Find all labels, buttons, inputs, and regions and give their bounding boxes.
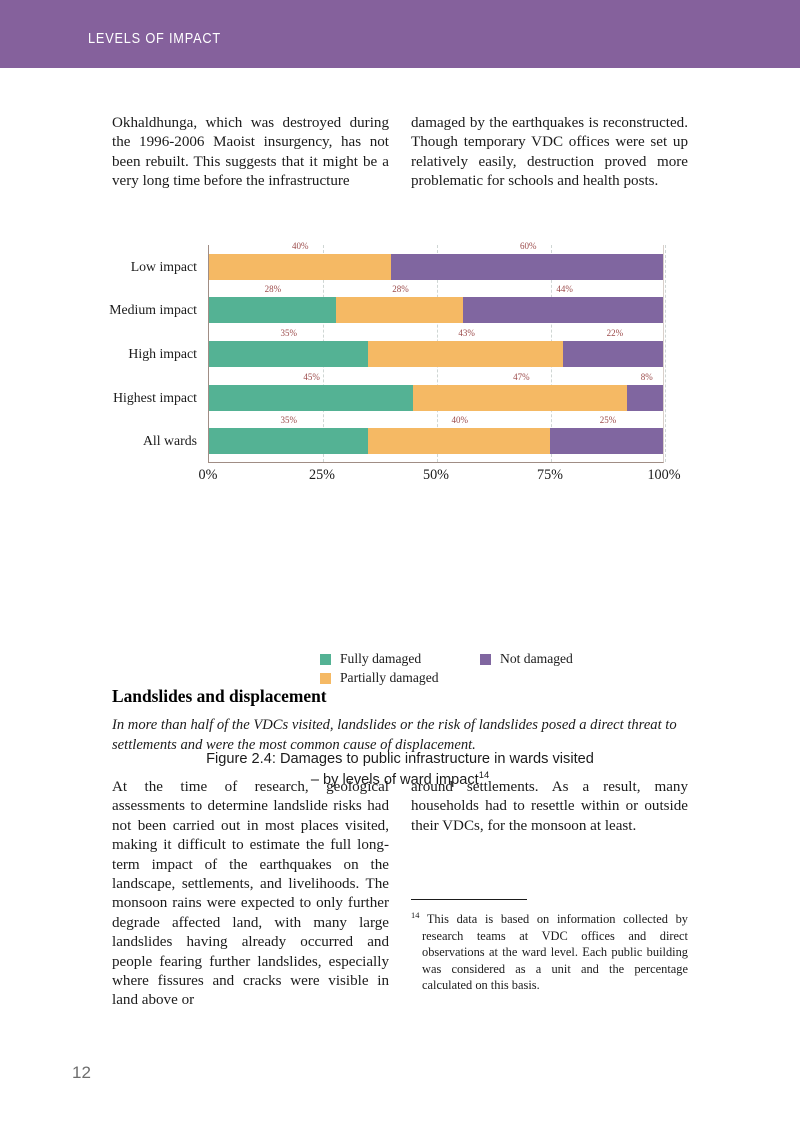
footnote-text	[411, 911, 688, 994]
top-body-columns	[112, 114, 688, 192]
page-header-band	[0, 0, 800, 68]
chart-category-label: High impact	[128, 346, 197, 361]
bottom-left-paragraph: At the time of research, geological assessments to determine landslide risks had not been carried out in most places visited, making it difficult to estimate the full long-term impact of the earthquakes on the landscape, settlements, and livelihoods. The monsoon rains were expected to only further degrade affected land, with many large landslides having already occurred and people fearing further landslides, especially where fissures and cracks were visible in land above or	[112, 779, 389, 1009]
chart-data-label: 28%	[264, 284, 282, 295]
chart-legend	[320, 651, 650, 689]
chart-data-label: 40%	[451, 415, 469, 426]
legend-row-2	[320, 670, 650, 689]
page-number: 12	[72, 1063, 91, 1082]
chart-bar	[209, 385, 663, 411]
legend-label-fully-damaged: Fully damaged	[340, 651, 422, 666]
chart-data-label: 8%	[640, 371, 653, 382]
chart-x-tick-label: 25%	[308, 467, 336, 483]
chart-x-tick-label: 0%	[198, 467, 218, 483]
top-right-column	[411, 114, 688, 192]
chart-bar-segment	[627, 385, 663, 411]
chart-data-label: 44%	[556, 284, 573, 295]
top-left-column	[112, 114, 389, 192]
chart-data-label: 35%	[280, 415, 298, 426]
chart-bar-segment	[413, 385, 626, 411]
chart-data-label: 40%	[291, 240, 309, 251]
chart-plot-area	[109, 240, 664, 463]
footnote-marker: 14	[411, 910, 420, 920]
chart-data-label: 60%	[519, 240, 537, 251]
top-left-paragraph: Okhaldhunga, which was destroyed during the 1996-2006 Maoist insurgency, has not been rebuilt. This suggests that it might be a very long time before the infrastructure	[112, 115, 389, 190]
chart-gridline	[665, 245, 666, 462]
figure-caption-line-1: Figure 2.4: Damages to public infrastructure in wards visited	[206, 751, 594, 767]
chart-x-tick-label: 50%	[422, 467, 450, 483]
bottom-right-paragraph: around settlements. As a result, many households had to resettle within or outside their VDCs, for the monsoon at least.	[411, 779, 688, 834]
chart-data-label: 47%	[513, 371, 530, 382]
chart-bar-segment	[209, 297, 336, 323]
footnote-body: This data is based on information collected by research teams at VDC offices and direct observations at the ward level. Each public building was considered as a unit and the percentage calculated on this basis.	[419, 912, 688, 993]
chart-data-label: 35%	[280, 328, 298, 338]
chart-data-label: 45%	[303, 371, 320, 382]
page-content	[0, 68, 800, 1131]
legend-row-1	[320, 651, 650, 670]
chart-bar-segment	[209, 254, 391, 280]
legend-item-partially-damaged	[320, 670, 480, 686]
legend-item-not-damaged	[480, 651, 573, 667]
chart-bar-segment	[209, 428, 368, 454]
chart-bar-segment	[563, 341, 663, 367]
legend-item-fully-damaged	[320, 651, 480, 667]
chart-bar-segment	[209, 341, 368, 367]
legend-swatch-not-damaged-icon	[480, 654, 491, 665]
chart-category-label: Medium impact	[109, 302, 197, 318]
legend-swatch-partially-damaged-icon	[320, 673, 331, 684]
figure-caption-line-2: – by levels of ward impact	[310, 772, 479, 788]
chart-bar-segment	[368, 341, 563, 367]
chart-bar-segment	[550, 428, 664, 454]
chart-x-tick-label: 75%	[536, 467, 564, 483]
stacked-bar-chart	[109, 233, 688, 493]
section-heading: Landslides and displacement	[112, 686, 327, 706]
chart-data-label: 28%	[392, 284, 409, 295]
bottom-left-column	[112, 778, 389, 1011]
figure-caption-footnote-marker: 14	[478, 769, 490, 781]
chart-bar-segment	[209, 385, 413, 411]
top-right-paragraph: damaged by the earthquakes is reconstructed. Though temporary VDC offices were set up relatively easily, destruction proved more problematic for schools and health posts.	[411, 115, 688, 190]
chart-bar	[209, 254, 663, 280]
chart-category-label: Highest impact	[113, 389, 197, 405]
chart-data-label: 25%	[599, 415, 617, 426]
chart-bar-segment	[368, 428, 550, 454]
chart-data-label: 43%	[458, 328, 475, 338]
running-header-title: LEVELS OF IMPACT	[88, 31, 221, 47]
chart-category-label: All wards	[142, 433, 197, 449]
section-standfirst: In more than half of the VDCs visited, landslides or the risk of landslides posed a direct threat to settlements and were the most common cause of displacement.	[112, 717, 677, 753]
footnote-separator-rule	[411, 899, 527, 900]
legend-swatch-fully-damaged-icon	[320, 654, 331, 665]
chart-category-label: Low impact	[130, 258, 197, 274]
chart-bar-segment	[391, 254, 663, 280]
chart-x-tick-label: 100%	[647, 467, 681, 483]
legend-label-not-damaged: Not damaged	[500, 651, 573, 666]
footnote-block	[411, 899, 688, 994]
chart-bar	[209, 341, 663, 367]
chart-bar	[209, 297, 663, 323]
chart-bar-segment	[336, 297, 463, 323]
chart-data-label: 22%	[606, 328, 624, 338]
chart-bar	[209, 428, 663, 454]
chart-bar-segment	[463, 297, 663, 323]
legend-label-partially-damaged: Partially damaged	[340, 670, 439, 685]
